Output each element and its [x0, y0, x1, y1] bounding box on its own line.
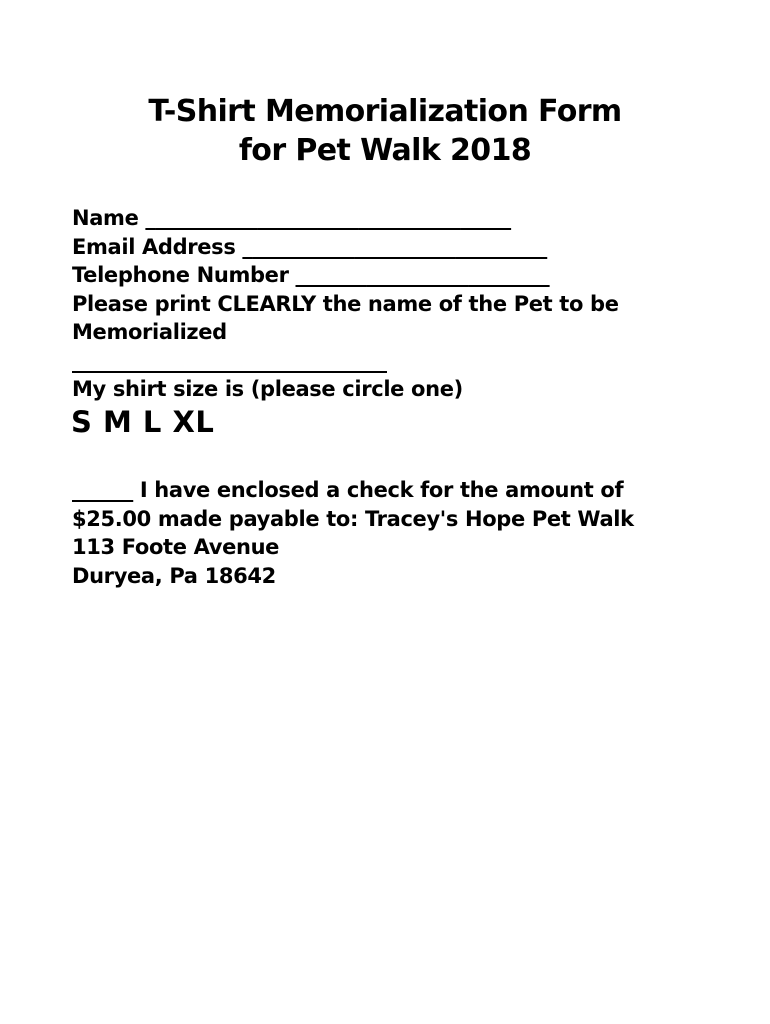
mailing-address-street: 113 Foote Avenue: [72, 535, 280, 559]
check-enclosed-field[interactable]: ______ I have enclosed a check for the amount of: [72, 478, 624, 502]
name-field[interactable]: Name ____________________________________: [72, 206, 511, 230]
payment-section: [72, 476, 732, 590]
telephone-number-field[interactable]: Telephone Number _________________________: [72, 263, 550, 287]
form-title: [0, 92, 770, 170]
payee-text: $25.00 made payable to: Tracey's Hope Pet Walk: [72, 506, 634, 531]
pet-name-instruction: Please print CLEARLY the name of the Pet to be: [72, 291, 619, 316]
shirt-size-prompt: My shirt size is (please circle one): [72, 377, 463, 401]
shirt-size-options[interactable]: S M L XL: [71, 405, 215, 439]
form-title-line-2: for Pet Walk 2018: [238, 133, 532, 168]
pet-name-field[interactable]: _______________________________: [72, 348, 387, 373]
email-address-field[interactable]: Email Address ______________________________: [72, 234, 547, 259]
mailing-address-city: Duryea, Pa 18642: [72, 563, 276, 588]
pet-name-instruction-continued: Memorialized: [72, 320, 227, 344]
form-fields: [72, 204, 732, 404]
form-title-line-1: T-Shirt Memorialization Form: [148, 94, 622, 129]
